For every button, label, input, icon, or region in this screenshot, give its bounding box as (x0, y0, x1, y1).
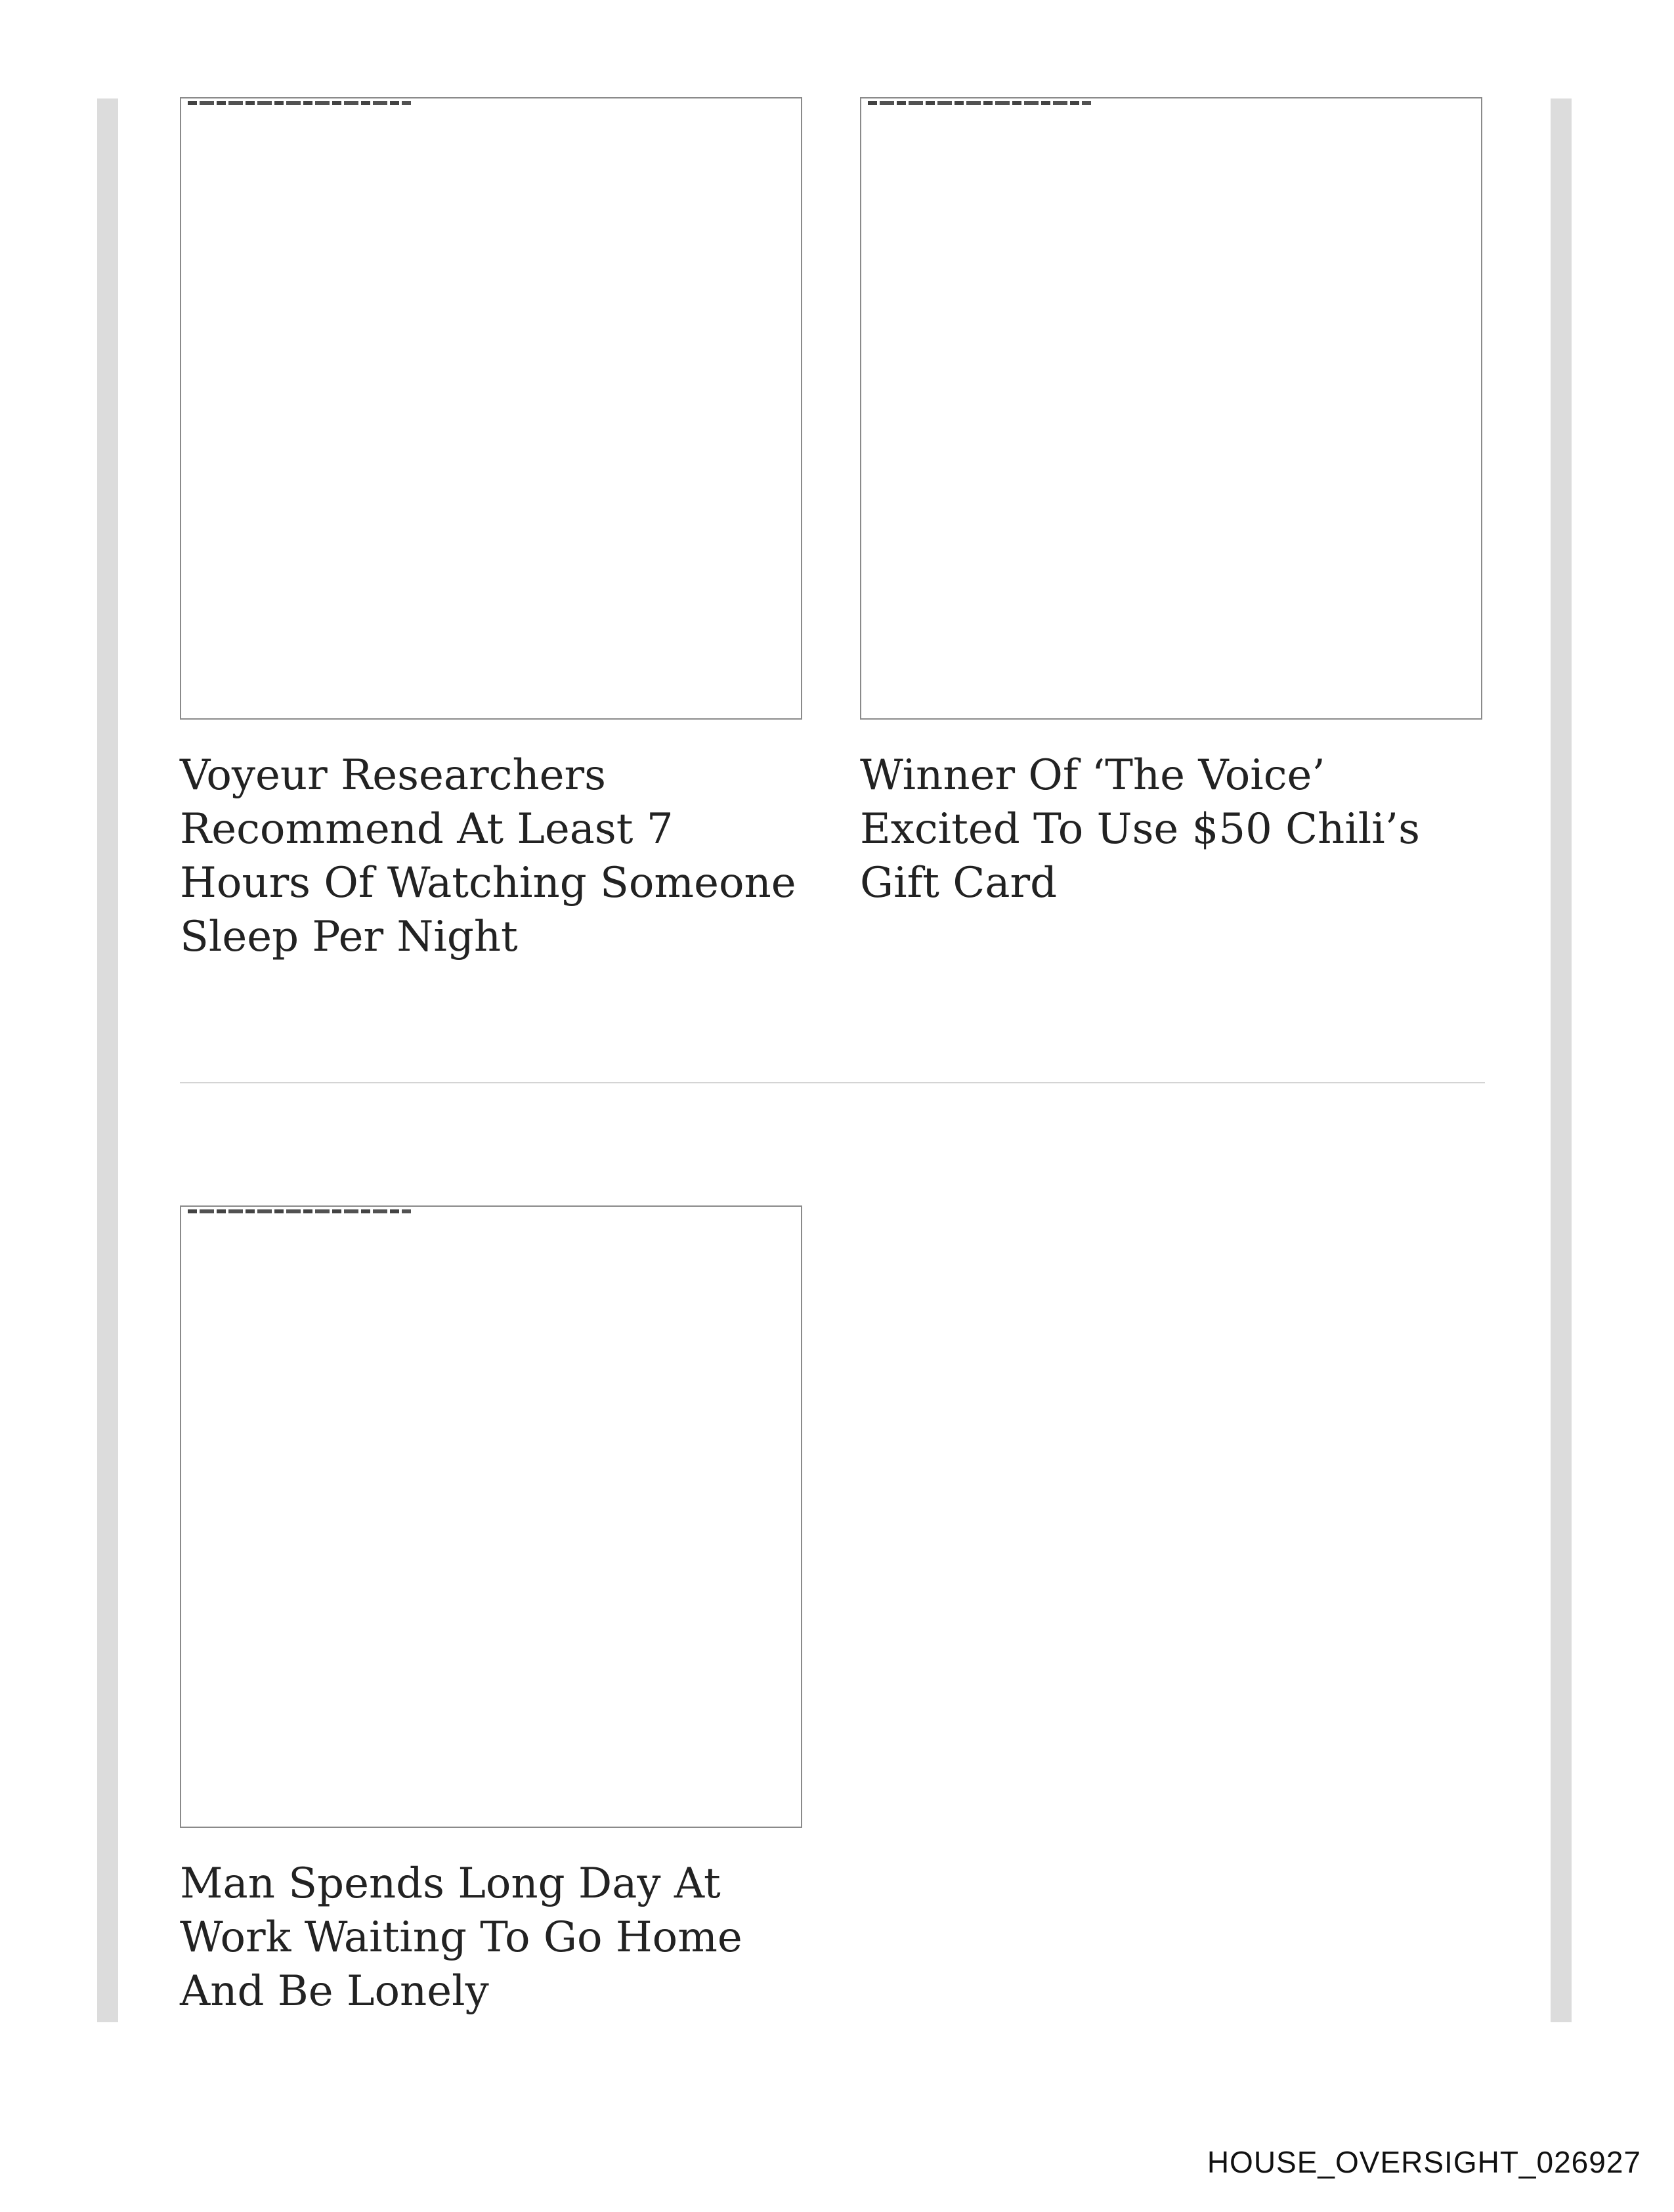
article-card[interactable] (180, 1205, 810, 2018)
right-gutter-bar (1551, 98, 1572, 2022)
thumbnail-caption-strip (188, 101, 411, 105)
article-headline[interactable]: Winner Of ‘The Voice’ Excited To Use $50 Chili’s Gift Card (860, 751, 1420, 907)
section-divider (180, 1082, 1485, 1083)
article-headline[interactable]: Man Spends Long Day At Work Waiting To Go Home And Be Lonely (180, 1859, 742, 2016)
thumbnail-caption-strip (868, 101, 1091, 105)
article-thumbnail[interactable] (860, 97, 1482, 720)
article-card[interactable] (860, 97, 1490, 910)
article-headline[interactable]: Voyeur Researchers Recommend At Least 7 Hours Of Watching Someone Sleep Per Night (180, 751, 796, 961)
document-id-label: HOUSE_OVERSIGHT_026927 (1207, 2145, 1641, 2179)
thumbnail-caption-strip (188, 1209, 411, 1213)
article-thumbnail[interactable] (180, 97, 802, 720)
article-thumbnail[interactable] (180, 1205, 802, 1828)
left-gutter-bar (97, 98, 118, 2022)
article-card[interactable] (180, 97, 810, 964)
